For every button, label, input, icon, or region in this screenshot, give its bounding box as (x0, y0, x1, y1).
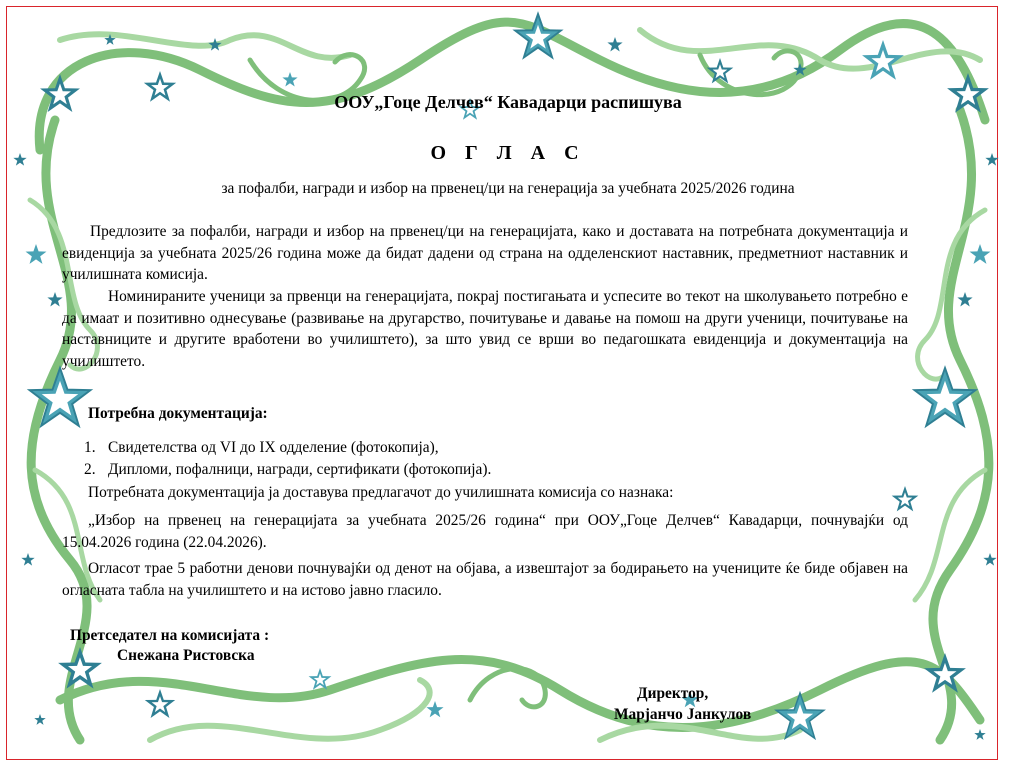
paragraph-proposals: Предлозите за пофалби, награди и избор на првенец/ци на генерацијата, како и доставата на потребната документација и евиденција за учебната 2025/26 година може да бидат дадени од страна на одделенскиот наставник, предметниот наставник и училишната комисија. (62, 223, 908, 283)
list-item-text: Свидетелства од VI до IX одделение (фотокопија), (108, 439, 439, 456)
swirl-vine (640, 30, 980, 69)
documentation-heading: Потребна документација: (88, 405, 268, 422)
list-item-number: 2. (84, 460, 96, 478)
list-item-text: Дипломи, пофалници, награди, сертификати (фотокопија). (108, 460, 492, 478)
document-title: О Г Л А С (430, 142, 586, 164)
paragraph-nominees: Номинираните ученици за првенци на генерацијата, покрај постигањата и успесите во текот на школувањето потребно е да имаат и позитивно однесување (развивање на другарство, почитување и давање на помош на други ученици, почитување на наставниците и другите вработени во училиштето), за што увид се врши во педагошката евиденција и документација на училиштето. (62, 288, 908, 370)
swirl-vine (600, 726, 800, 740)
list-item (84, 437, 491, 459)
chair-title: Претседател на комисијата : (70, 627, 270, 644)
school-announcement-line: ООУ„Гоце Делчев“ Кавадарци распишува (334, 92, 682, 112)
list-item-number: 1. (84, 439, 96, 456)
document-subtitle: за пофалби, награди и избор на првенец/ци на генерација за учебната 2025/2026 година (221, 180, 795, 197)
list-item (84, 459, 491, 481)
submission-instructions: Потребната документација ја доставува предлагачот до училишната комисија со назнака: (88, 484, 674, 501)
director-name: Марјанчо Јанкулов (614, 706, 752, 723)
swirl-vine (31, 120, 87, 740)
announcement-duration: Огласот трае 5 работни денови почнувајќи од денот на објава, а извештајот за бодирањето на учениците ќе биде објавен на огласната табла на училиштето и на истово јавно гласило. (62, 560, 908, 599)
submission-label: „Избор на првенец на генерацијата за учебната 2025/26 година“ при ООУ„Гоце Делчев“ Кавадарци, почнувајќи од 15.04.2026 година (22.04.2026). (62, 512, 908, 551)
director-title: Директор, (637, 685, 709, 702)
chair-name: Снежана Ристовска (117, 647, 255, 664)
documentation-list (84, 437, 491, 480)
swirl-vine (470, 669, 545, 707)
